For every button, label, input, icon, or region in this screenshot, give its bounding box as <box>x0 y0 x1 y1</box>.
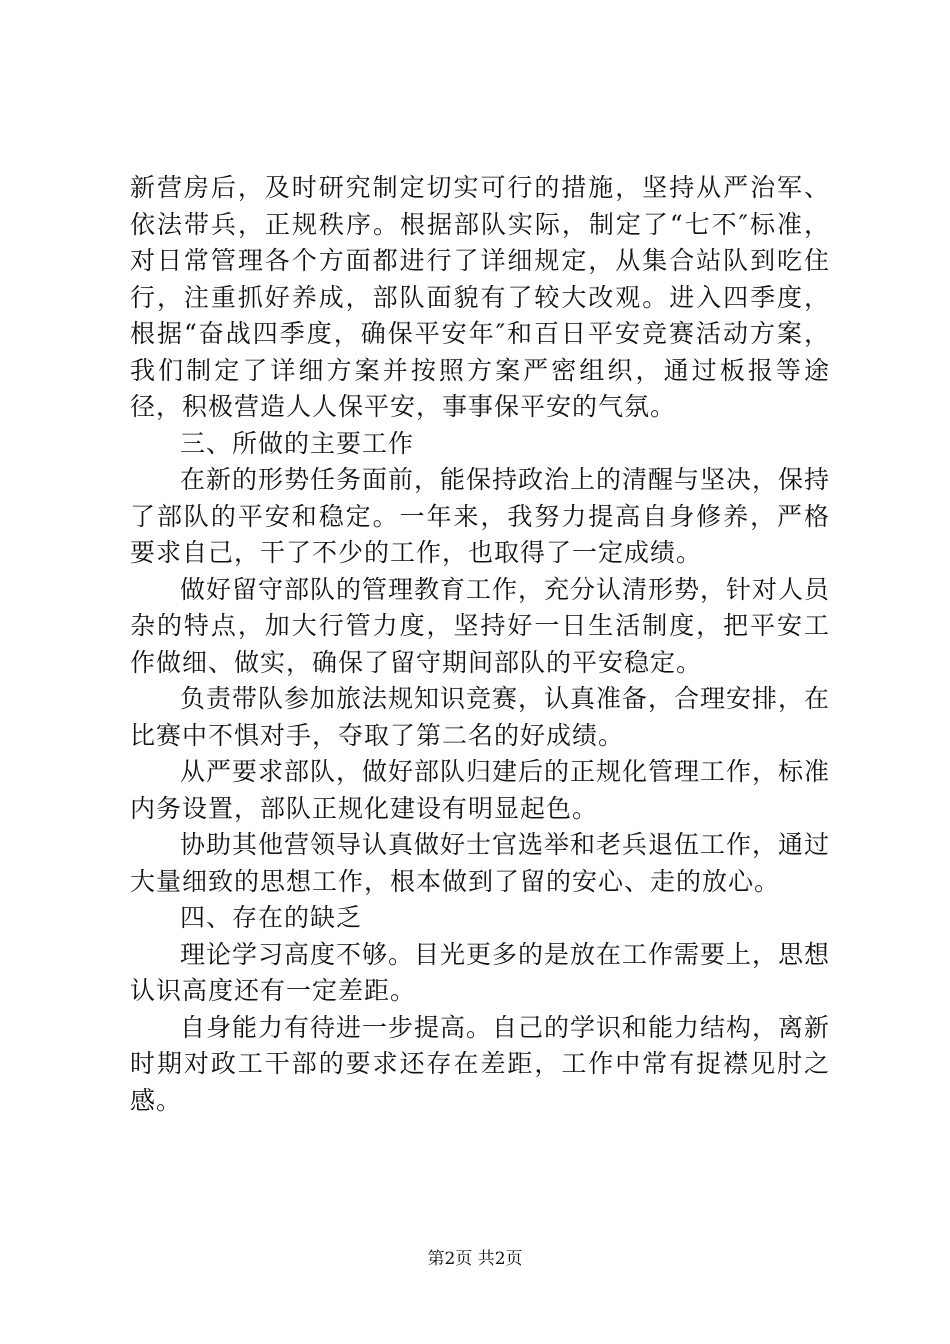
section-heading-shortcomings: 四、存在的缺乏 <box>180 903 363 932</box>
section-heading-main-work: 三、所做的主要工作 <box>180 428 415 458</box>
paragraph-continuation: 新营房后，及时研究制定切实可行的措施，坚持从严治军、依法带兵，正规秩序。根据部队实际，制定了“七不″标准，对日常管理各个方面都进行了详细规定，从集合站队到吃住行，注重抓好养成，部队面貌有了较大改观。进入四季度，根据“奋战四季度，确保平安年″和百日平安竞赛活动方案，我们制定了详细方案并按照方案严密组织，通过板报等途径，积极营造人人保平安，事事保平安的气氛。 <box>130 173 830 421</box>
paragraph-regularization: 从严要求部队，做好部队归建后的正规化管理工作，标准内务设置，部队正规化建设有明显起色。 <box>130 757 831 823</box>
paragraph-political-stability: 在新的形势任务面前，能保持政治上的清醒与坚决，保持了部队的平安和稳定。一年来，我努力提高自身修养，严格要求自己，干了不少的工作，也取得了一定成绩。 <box>130 465 831 567</box>
paragraph-garrison-management: 做好留守部队的管理教育工作，充分认清形势，针对人员杂的特点，加大行管力度，坚持好一日生活制度，把平安工作做细、做实，确保了留守期间部队的平安稳定。 <box>130 574 831 677</box>
paragraph-veteran-retirement: 协助其他营领导认真做好士官选举和老兵退伍工作，通过大量细致的思想工作，根本做到了留的安心、走的放心。 <box>130 830 831 896</box>
page-number-footer: 第2页 共2页 <box>427 1249 523 1269</box>
paragraph-ability-improvement: 自身能力有待进一步提高。自己的学识和能力结构，离新时期对政工干部的要求还存在差距，工作中常有捉襟见肘之感。 <box>130 1012 831 1115</box>
paragraph-theory-study: 理论学习高度不够。目光更多的是放在工作需要上，思想认识高度还有一定差距。 <box>130 939 831 1005</box>
paragraph-knowledge-contest: 负责带队参加旅法规知识竞赛，认真准备，合理安排，在比赛中不惧对手，夺取了第二名的好成绩。 <box>130 684 831 750</box>
document-body <box>130 170 830 1119</box>
